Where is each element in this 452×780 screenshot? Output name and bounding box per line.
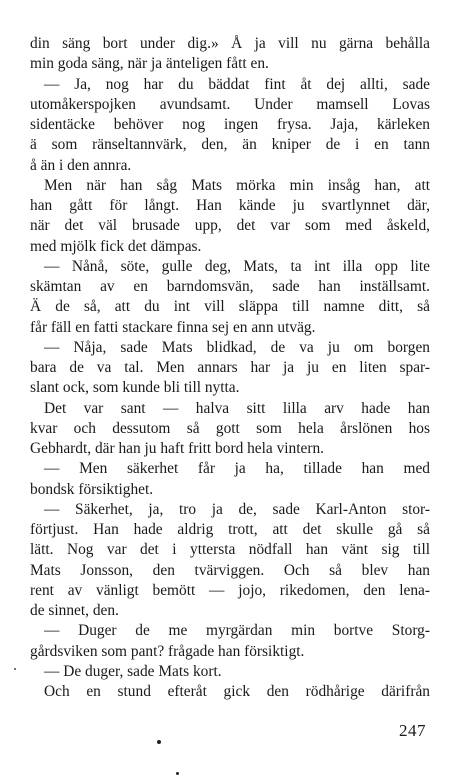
text-line: han gått för långt. Han kände ju svartlynnet där, xyxy=(30,197,430,214)
text-line: — De duger, sade Mats kort. xyxy=(44,662,222,680)
text-line: Det var sant — halva sitt lilla arv hade han xyxy=(44,399,430,417)
text-line: skämtan av en barndomsvän, sade han inställsamt. xyxy=(30,278,430,295)
text-line: min goda säng, när ja änteligen fått en. xyxy=(30,55,269,73)
text-line: sidentäcke behöver nog ingen frysa. Jaja, kärleken xyxy=(30,116,430,133)
text-line: din säng bort under dig.» Å ja vill nu gärna behålla xyxy=(30,35,430,52)
ink-speck xyxy=(14,668,16,670)
text-line: bondsk försiktighet. xyxy=(30,480,154,498)
text-line: slant ock, som kunde bli till nytta. xyxy=(30,379,240,397)
text-line: å än i den annra. xyxy=(30,156,132,174)
text-line: förtjust. Han hade aldrig trott, att det skulle gå så xyxy=(30,521,430,538)
text-line: Mats Jonsson, den tvärviggen. Och så blev han xyxy=(30,561,430,579)
text-line: utomåkerspojken avundsamt. Under mamsell Lovas xyxy=(30,95,430,113)
body-text xyxy=(30,34,430,702)
text-line: de sinnet, den. xyxy=(30,602,119,619)
text-line: — Säkerhet, ja, tro ja de, sade Karl-Anton stor- xyxy=(44,500,430,518)
text-line: Och en stund efteråt gick den rödhårige därifrån xyxy=(44,683,430,700)
text-line: Gebhardt, där han ju haft fritt bord hela vintern. xyxy=(30,440,325,457)
text-line: Ä de så, att du int vill släppa till namne ditt, så xyxy=(30,298,430,316)
page-number: 247 xyxy=(399,721,426,740)
text-line: med mjölk fick det dämpas. xyxy=(30,237,202,255)
text-line: när det väl brusade upp, det var som med åskeld, xyxy=(30,217,430,235)
text-line: bara de va tal. Men annars har ja ju en liten spar- xyxy=(30,359,430,376)
text-line: kvar och dessutom så gott som hela årslönen hos xyxy=(30,419,430,437)
text-line: rent av vänligt bemött — jojo, rikedomen, den lena- xyxy=(30,581,430,599)
text-line: får fäll en fatti stackare finna sej en ann utväg. xyxy=(30,318,316,336)
ink-speck xyxy=(157,740,161,744)
text-line: lätt. Nog var det i yttersta nödfall han vänt sig till xyxy=(30,541,430,559)
text-line: — Nåja, sade Mats blidkad, de va ju om borgen xyxy=(44,338,430,356)
text-line: gårdsviken som pant? frågade han försiktigt. xyxy=(30,642,305,660)
text-line: Men när han såg Mats mörka min insåg han, att xyxy=(44,176,430,194)
ink-speck xyxy=(176,772,179,775)
text-line: — Ja, nog har du bäddat fint åt dej allti, sade xyxy=(44,75,430,93)
text-line: ä som ränseltannvärk, den, än kniper de i en tann xyxy=(30,136,430,154)
text-line: — Nånå, söte, gulle deg, Mats, ta int illa opp lite xyxy=(44,257,430,275)
text-line: — Men säkerhet får ja ha, tillade han med xyxy=(44,460,430,478)
text-line: — Duger de me myrgärdan min bortve Storg- xyxy=(44,622,430,640)
